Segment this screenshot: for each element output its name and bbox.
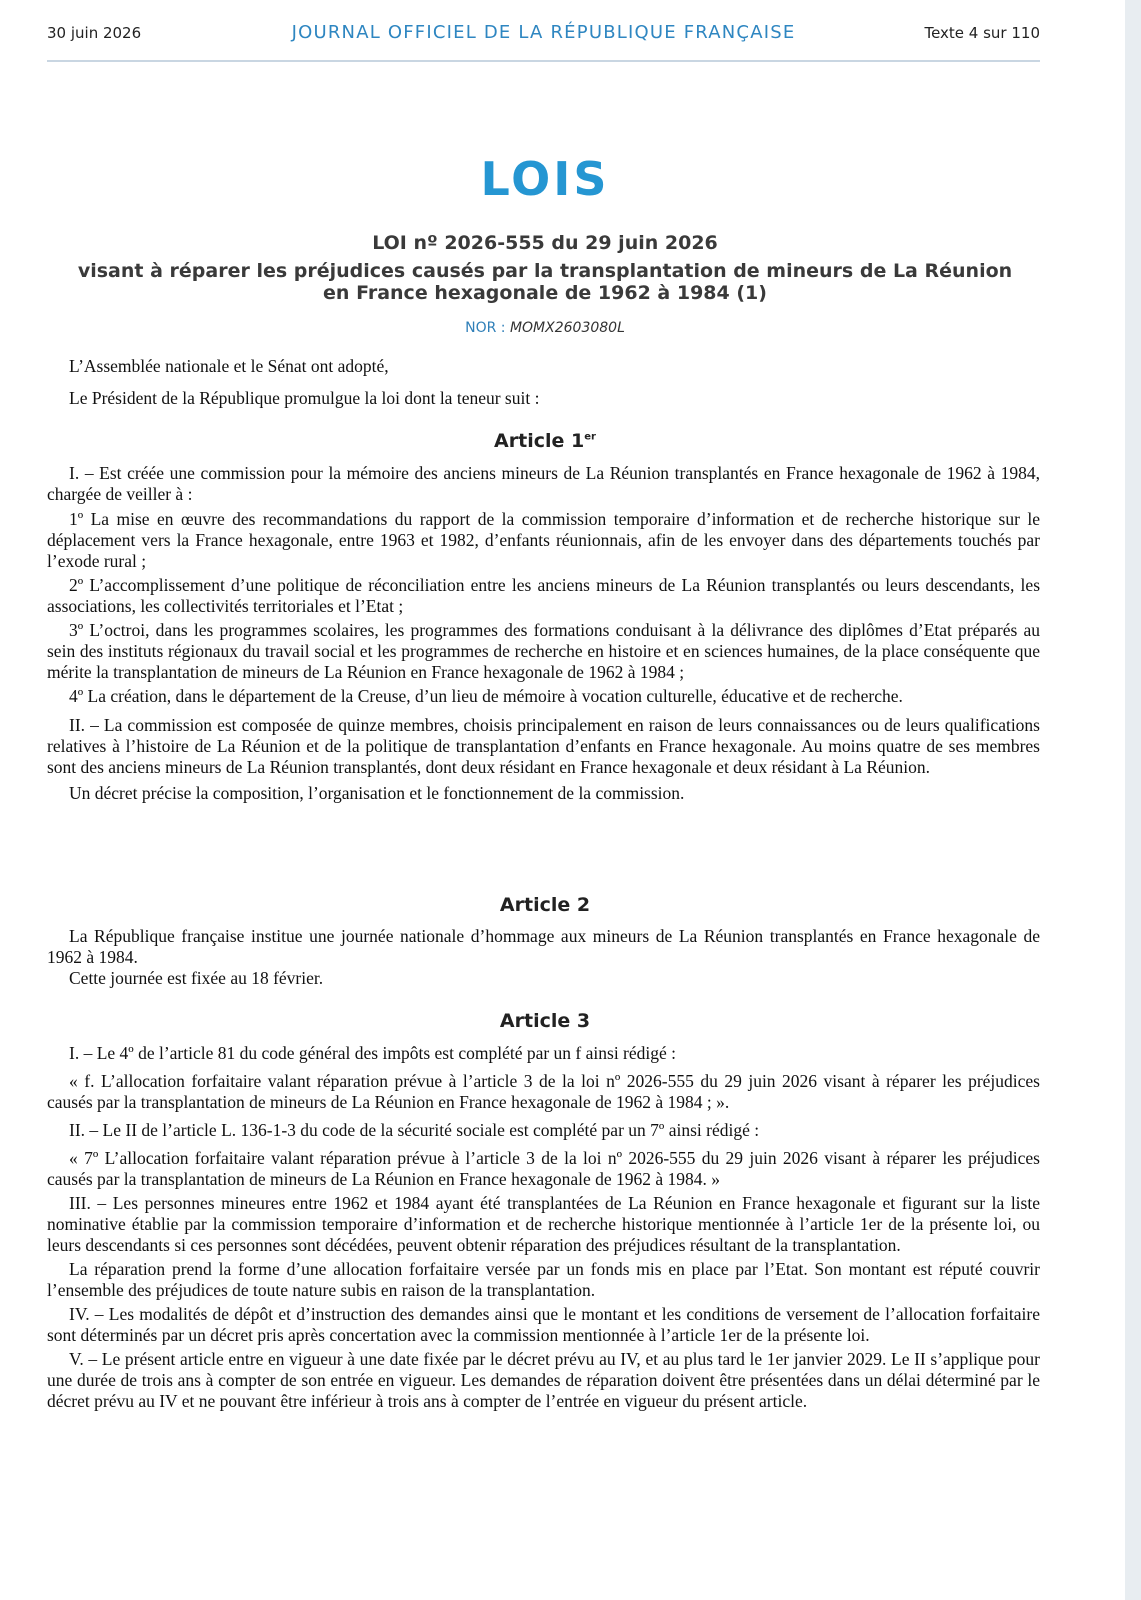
- article-2-heading: Article 2: [499, 894, 591, 916]
- article-3-para-6: La réparation prend la forme d’une allocation forfaitaire versée par un fonds mis en place par l’Etat. Son montant est réputé couvrir l’ensemble des préjudices de toute nature subis en raison de la transplantation.: [47, 1259, 1040, 1300]
- nor-value: MOMX2603080L: [509, 320, 625, 336]
- article-3-para-5: III. – Les personnes mineures entre 1962 et 1984 ayant été transplantées de La Réunion en France hexagonale et figurant sur la liste nominative établie par la commission temporaire d’information et de recherche historique mentionnée à l’article 1er de la présente loi, ou leurs descendants si ces personnes sont décédées, peuvent obtenir réparation des préjudices résultant de la transplantation.: [47, 1193, 1040, 1255]
- article-3-para-2: « f. L’allocation forfaitaire valant réparation prévue à l’article 3 de la loi nº 2026-555 du 29 juin 2026 visant à réparer les préjudices causés par la transplantation de mineurs de La Réunion en France hexagonale de 1962 à 1984 ; ».: [47, 1071, 1040, 1112]
- preamble-line2: Le Président de la République promulgue la loi dont la teneur suit :: [69, 388, 540, 408]
- article-2-body: [47, 926, 1040, 989]
- text-counter: Texte 4 sur 110: [924, 24, 1040, 42]
- preamble: [47, 356, 1040, 409]
- article-1-para-6: II. – La commission est composée de quinze membres, choisis principalement en raison de leurs connaissances ou de leurs qualifications relatives à l’histoire de La Réunion et de la politique de transplantation d’enfants en France hexagonale. Au moins quatre de ses membres sont des anciens mineurs de La Réunion transplantés, dont deux résidant en France hexagonale et deux résidant à La Réunion.: [47, 715, 1040, 777]
- article-2-para-1: La République française institue une journée nationale d’hommage aux mineurs de La Réunion transplantés en France hexagonale de 1962 à 1984.: [47, 926, 1040, 967]
- article-1-para-3: 2º L’accomplissement d’une politique de réconciliation entre les anciens mineurs de La Réunion transplantés ou leurs descendants, les associations, les collectivités territoriales et l’Etat ;: [47, 575, 1040, 616]
- article-1-para-1: I. – Est créée une commission pour la mémoire des anciens mineurs de La Réunion transplantés en France hexagonale de 1962 à 1984, chargée de veiller à :: [47, 463, 1040, 504]
- article-3-para-8: V. – Le présent article entre en vigueur à une date fixée par le décret prévu au IV, et au plus tard le 1er janvier 2029. Le II s’applique pour une durée de trois ans à compter de son entrée en vigueur. Les demandes de réparation doivent être présentées dans un délai déterminé par le décret prévu au IV et ne pouvant être inférieur à trois ans à compter de l’entrée en vigueur du présent article.: [47, 1349, 1040, 1411]
- header-date: 30 juin 2026: [47, 24, 142, 42]
- section-title: LOIS: [480, 152, 610, 206]
- article-1-para-5: 4º La création, dans le département de la Creuse, d’un lieu de mémoire à vocation culturelle, éducative et de recherche.: [69, 686, 903, 706]
- article-3-para-1: I. – Le 4º de l’article 81 du code général des impôts est complété par un f ainsi rédigé :: [69, 1043, 677, 1063]
- journal-title: JOURNAL OFFICIEL DE LA RÉPUBLIQUE FRANÇAISE: [291, 22, 796, 43]
- law-title: LOI nº 2026-555 du 29 juin 2026: [372, 232, 718, 254]
- article-3-heading: Article 3: [499, 1010, 591, 1032]
- law-subtitle-line1: visant à réparer les préjudices causés par la transplantation de mineurs de La Réunion: [77, 260, 1013, 282]
- preamble-line1: L’Assemblée nationale et le Sénat ont adopté,: [69, 356, 389, 376]
- article-3-para-4: « 7º L’allocation forfaitaire valant réparation prévue à l’article 3 de la loi nº 2026-555 du 29 juin 2026 visant à réparer les préjudices causés par la transplantation de mineurs de La Réunion en France hexagonale de 1962 à 1984. »: [47, 1148, 1040, 1189]
- journal-header: [47, 18, 1040, 62]
- page-edge: [1125, 0, 1141, 1600]
- nor-reference: [0, 320, 1090, 336]
- law-subtitle-line2: en France hexagonale de 1962 à 1984 (1): [323, 282, 767, 304]
- article-1-sup: er: [584, 431, 596, 443]
- article-1-body: [47, 463, 1040, 804]
- article-3-body: [47, 1043, 1040, 1412]
- article-1-label: Article 1: [494, 430, 585, 452]
- nor-label: NOR :: [465, 320, 506, 336]
- article-2-para-2: Cette journée est fixée au 18 février.: [69, 968, 324, 988]
- article-1-para-2: 1º La mise en œuvre des recommandations du rapport de la commission temporaire d’information et de recherche historique sur le déplacement vers la France hexagonale, entre 1963 et 1982, d’enfants réunionnais, afin de les envoyer dans des départements touchés par l’exode rural ;: [47, 509, 1040, 571]
- article-3-para-3: II. – Le II de l’article L. 136-1-3 du code de la sécurité sociale est complété par un 7º ainsi rédigé :: [69, 1120, 760, 1140]
- article-3-para-7: IV. – Les modalités de dépôt et d’instruction des demandes ainsi que le montant et les conditions de versement de l’allocation forfaitaire sont déterminés par un décret pris après concertation avec la commission mentionnée à l’article 1er de la présente loi.: [47, 1304, 1040, 1345]
- article-1-para-4: 3º L’octroi, dans les programmes scolaires, les programmes des formations conduisant à la délivrance des diplômes d’Etat préparés au sein des instituts régionaux du travail social et les programmes de recherche en histoire et en sciences humaines, de la place conséquente que mérite la transplantation de mineurs de La Réunion en France hexagonale de 1962 à 1984 ;: [47, 620, 1040, 682]
- article-1-heading: [0, 430, 1090, 452]
- article-1-para-7: Un décret précise la composition, l’organisation et le fonctionnement de la commission.: [69, 783, 685, 803]
